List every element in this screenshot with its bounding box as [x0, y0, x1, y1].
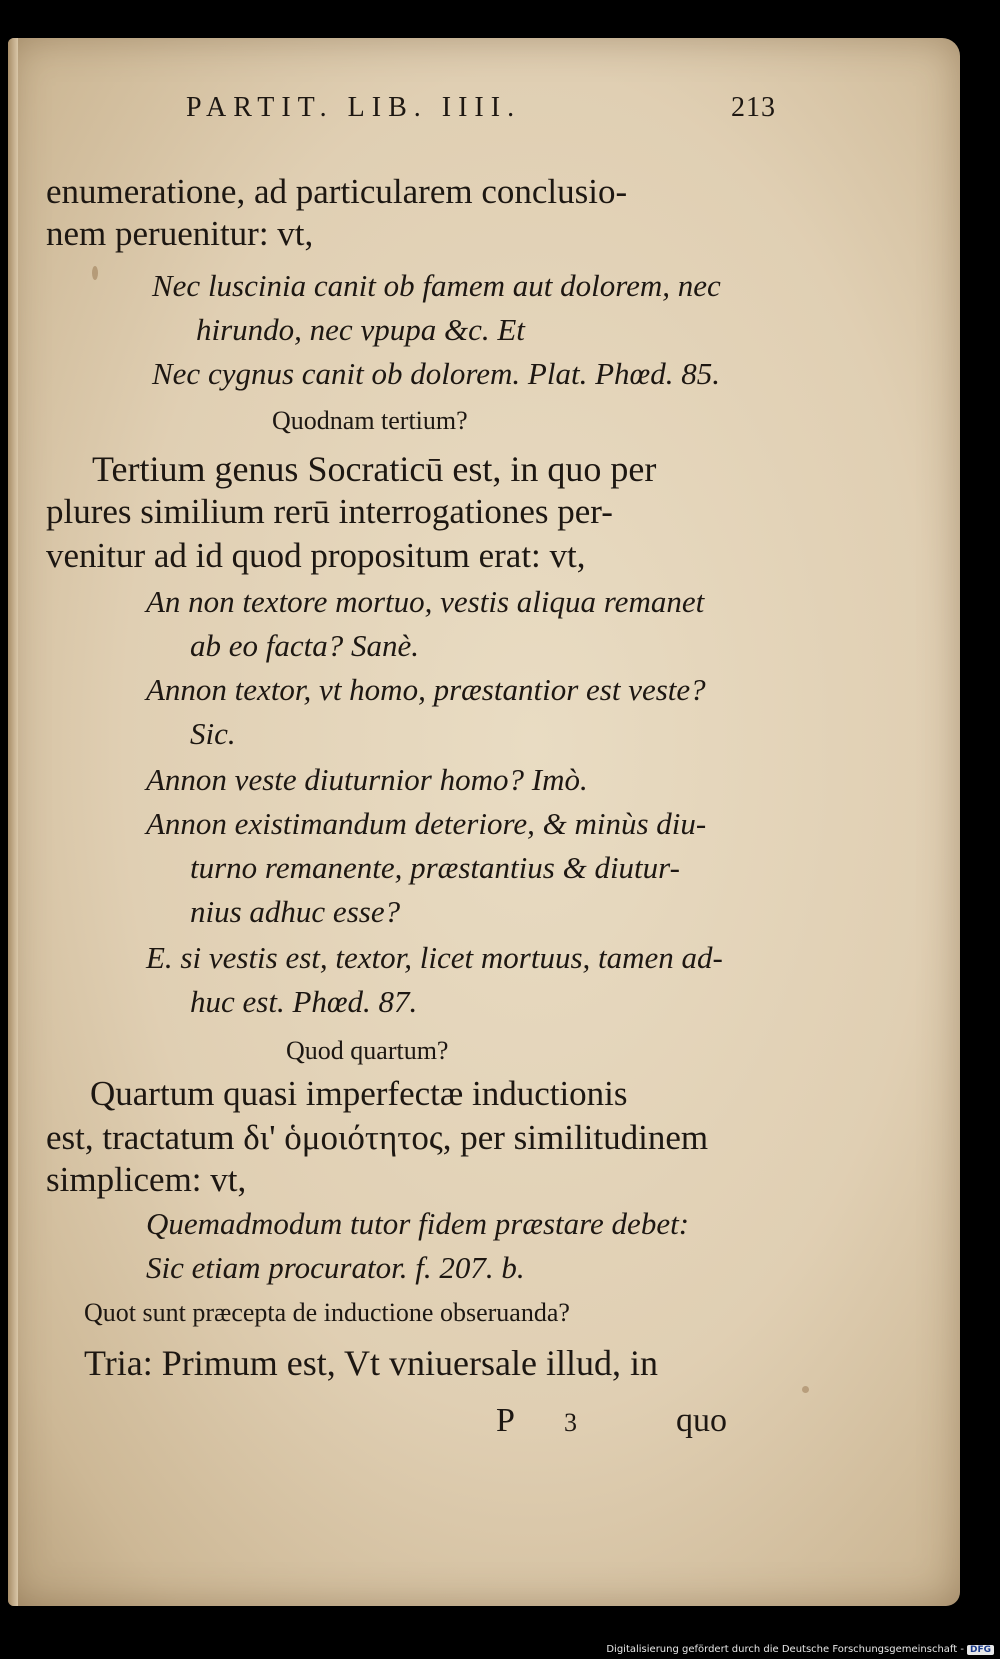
- ink-spot: [802, 1386, 809, 1393]
- signature-number: 3: [564, 1408, 577, 1437]
- signature-mark: P: [496, 1402, 515, 1439]
- text-line: Nec luscinia canit ob famem aut dolorem, nec: [152, 268, 721, 303]
- text-line: Quod quartum?: [286, 1036, 449, 1065]
- running-title: PARTIT. LIB. IIII.: [186, 92, 522, 123]
- text-line: venitur ad id quod propositum erat: vt,: [46, 536, 586, 575]
- text-line: Quodnam tertium?: [272, 406, 468, 435]
- text-line: enumeratione, ad particularem conclusio-: [46, 172, 628, 211]
- text-line: An non textore mortuo, vestis aliqua remanet: [146, 584, 705, 619]
- text-line: plures similium rerū interrogationes per-: [46, 492, 613, 531]
- text-line: E. si vestis est, textor, licet mortuus, tamen ad-: [146, 940, 723, 975]
- text-line: est, tractatum δι' ὁμοιότητος, per similitudinem: [46, 1118, 709, 1157]
- text-line: Annon veste diuturnior homo? Imò.: [146, 762, 588, 797]
- text-line: Nec cygnus canit ob dolorem. Plat. Phœd. 85.: [152, 356, 720, 391]
- page-binding-edge: [8, 38, 18, 1606]
- text-line: nius adhuc esse?: [190, 894, 401, 929]
- text-line: hirundo, nec vpupa &c. Et: [196, 312, 525, 347]
- text-line: Quartum quasi imperfectæ inductionis: [90, 1074, 628, 1113]
- text-line: huc est. Phœd. 87.: [190, 984, 418, 1019]
- dfg-logo: DFG: [967, 1645, 994, 1655]
- text-line: Annon textor, vt homo, præstantior est veste?: [146, 672, 706, 707]
- ink-spot: [92, 266, 98, 280]
- catchword: quo: [676, 1402, 727, 1439]
- credit-text: Digitalisierung gefördert durch die Deutsche Forschungsgemeinschaft -: [606, 1644, 964, 1655]
- text-line: Tertium genus Socraticū est, in quo per: [92, 449, 657, 489]
- running-header: [186, 92, 776, 132]
- text-line: Quot sunt præcepta de inductione obseruanda?: [84, 1298, 570, 1327]
- text-line: ab eo facta? Sanè.: [190, 628, 420, 663]
- text-line: Sic etiam procurator. f. 207. b.: [146, 1250, 525, 1285]
- text-line: Annon existimandum deteriore, & minùs diu-: [146, 806, 707, 841]
- text-line: Quemadmodum tutor fidem præstare debet:: [146, 1206, 690, 1241]
- text-line: simplicem: vt,: [46, 1160, 247, 1199]
- text-line: turno remanente, præstantius & diutur-: [190, 850, 680, 885]
- text-line: nem peruenitur: vt,: [46, 214, 314, 253]
- text-line: Sic.: [190, 716, 236, 751]
- text-line: Tria: Primum est, Vt vniuersale illud, in: [84, 1343, 658, 1383]
- digitization-credit: [606, 1644, 994, 1655]
- page-number: 213: [731, 92, 776, 123]
